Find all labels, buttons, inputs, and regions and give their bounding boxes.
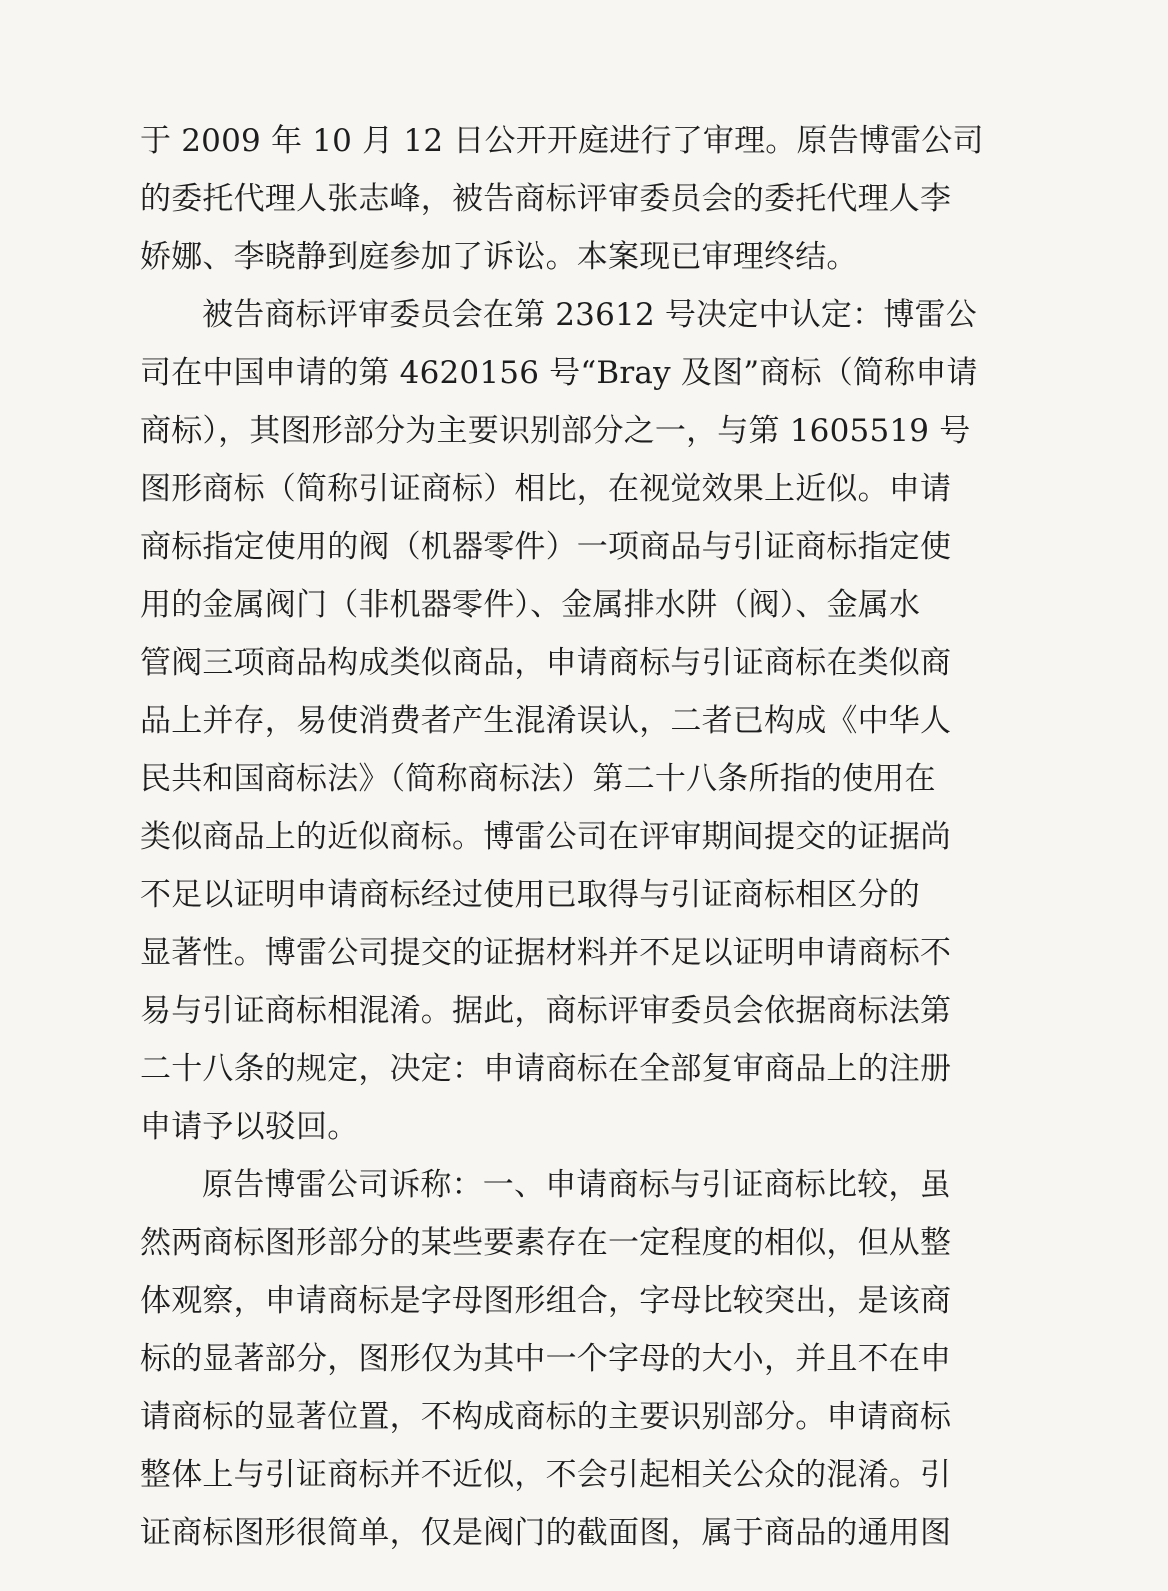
paragraph-start-line: 被告商标评审委员会在第 23612 号决定中认定：博雷公 (202, 297, 977, 333)
text-line: 证商标图形很简单，仅是阀门的截面图，属于商品的通用图 (140, 1515, 952, 1551)
text-line: 标的显著部分，图形仅为其中一个字母的大小，并且不在申 (140, 1341, 952, 1377)
text-line: 品上并存，易使消费者产生混淆误认，二者已构成《中华人 (140, 703, 952, 739)
text-line: 图形商标（简称引证商标）相比，在视觉效果上近似。申请 (140, 471, 952, 507)
text-line: 商标指定使用的阀（机器零件）一项商品与引证商标指定使 (140, 529, 952, 565)
text-line: 易与引证商标相混淆。据此，商标评审委员会依据商标法第 (140, 993, 952, 1029)
text-line: 类似商品上的近似商标。博雷公司在评审期间提交的证据尚 (140, 819, 952, 855)
document-body (140, 112, 1010, 1562)
text-line: 申请予以驳回。 (140, 1109, 359, 1145)
text-line: 于 2009 年 10 月 12 日公开开庭进行了审理。原告博雷公司 (140, 123, 984, 159)
text-line: 商标），其图形部分为主要识别部分之一，与第 1605519 号 (140, 413, 971, 449)
text-line: 民共和国商标法》（简称商标法）第二十八条所指的使用在 (140, 761, 936, 797)
text-line: 请商标的显著位置，不构成商标的主要识别部分。申请商标 (140, 1399, 952, 1435)
text-line: 二十八条的规定，决定：申请商标在全部复审商品上的注册 (140, 1051, 952, 1087)
text-line: 用的金属阀门（非机器零件）、金属排水阱（阀）、金属水 (140, 587, 921, 623)
text-line: 然两商标图形部分的某些要素存在一定程度的相似，但从整 (140, 1225, 952, 1261)
text-line: 管阀三项商品构成类似商品，申请商标与引证商标在类似商 (140, 645, 952, 681)
text-line: 司在中国申请的第 4620156 号“Bray 及图”商标（简称申请 (140, 355, 978, 391)
text-line: 不足以证明申请商标经过使用已取得与引证商标相区分的 (140, 877, 920, 913)
text-line: 整体上与引证商标并不近似，不会引起相关公众的混淆。引 (140, 1457, 952, 1493)
text-line: 娇娜、李晓静到庭参加了诉讼。本案现已审理终结。 (140, 239, 858, 275)
text-line: 显著性。博雷公司提交的证据材料并不足以证明申请商标不 (140, 935, 952, 971)
paragraph-start-line: 原告博雷公司诉称：一、申请商标与引证商标比较，虽 (202, 1167, 951, 1203)
text-line: 的委托代理人张志峰，被告商标评审委员会的委托代理人李 (140, 181, 952, 217)
text-line: 体观察，申请商标是字母图形组合，字母比较突出，是该商 (140, 1283, 952, 1319)
